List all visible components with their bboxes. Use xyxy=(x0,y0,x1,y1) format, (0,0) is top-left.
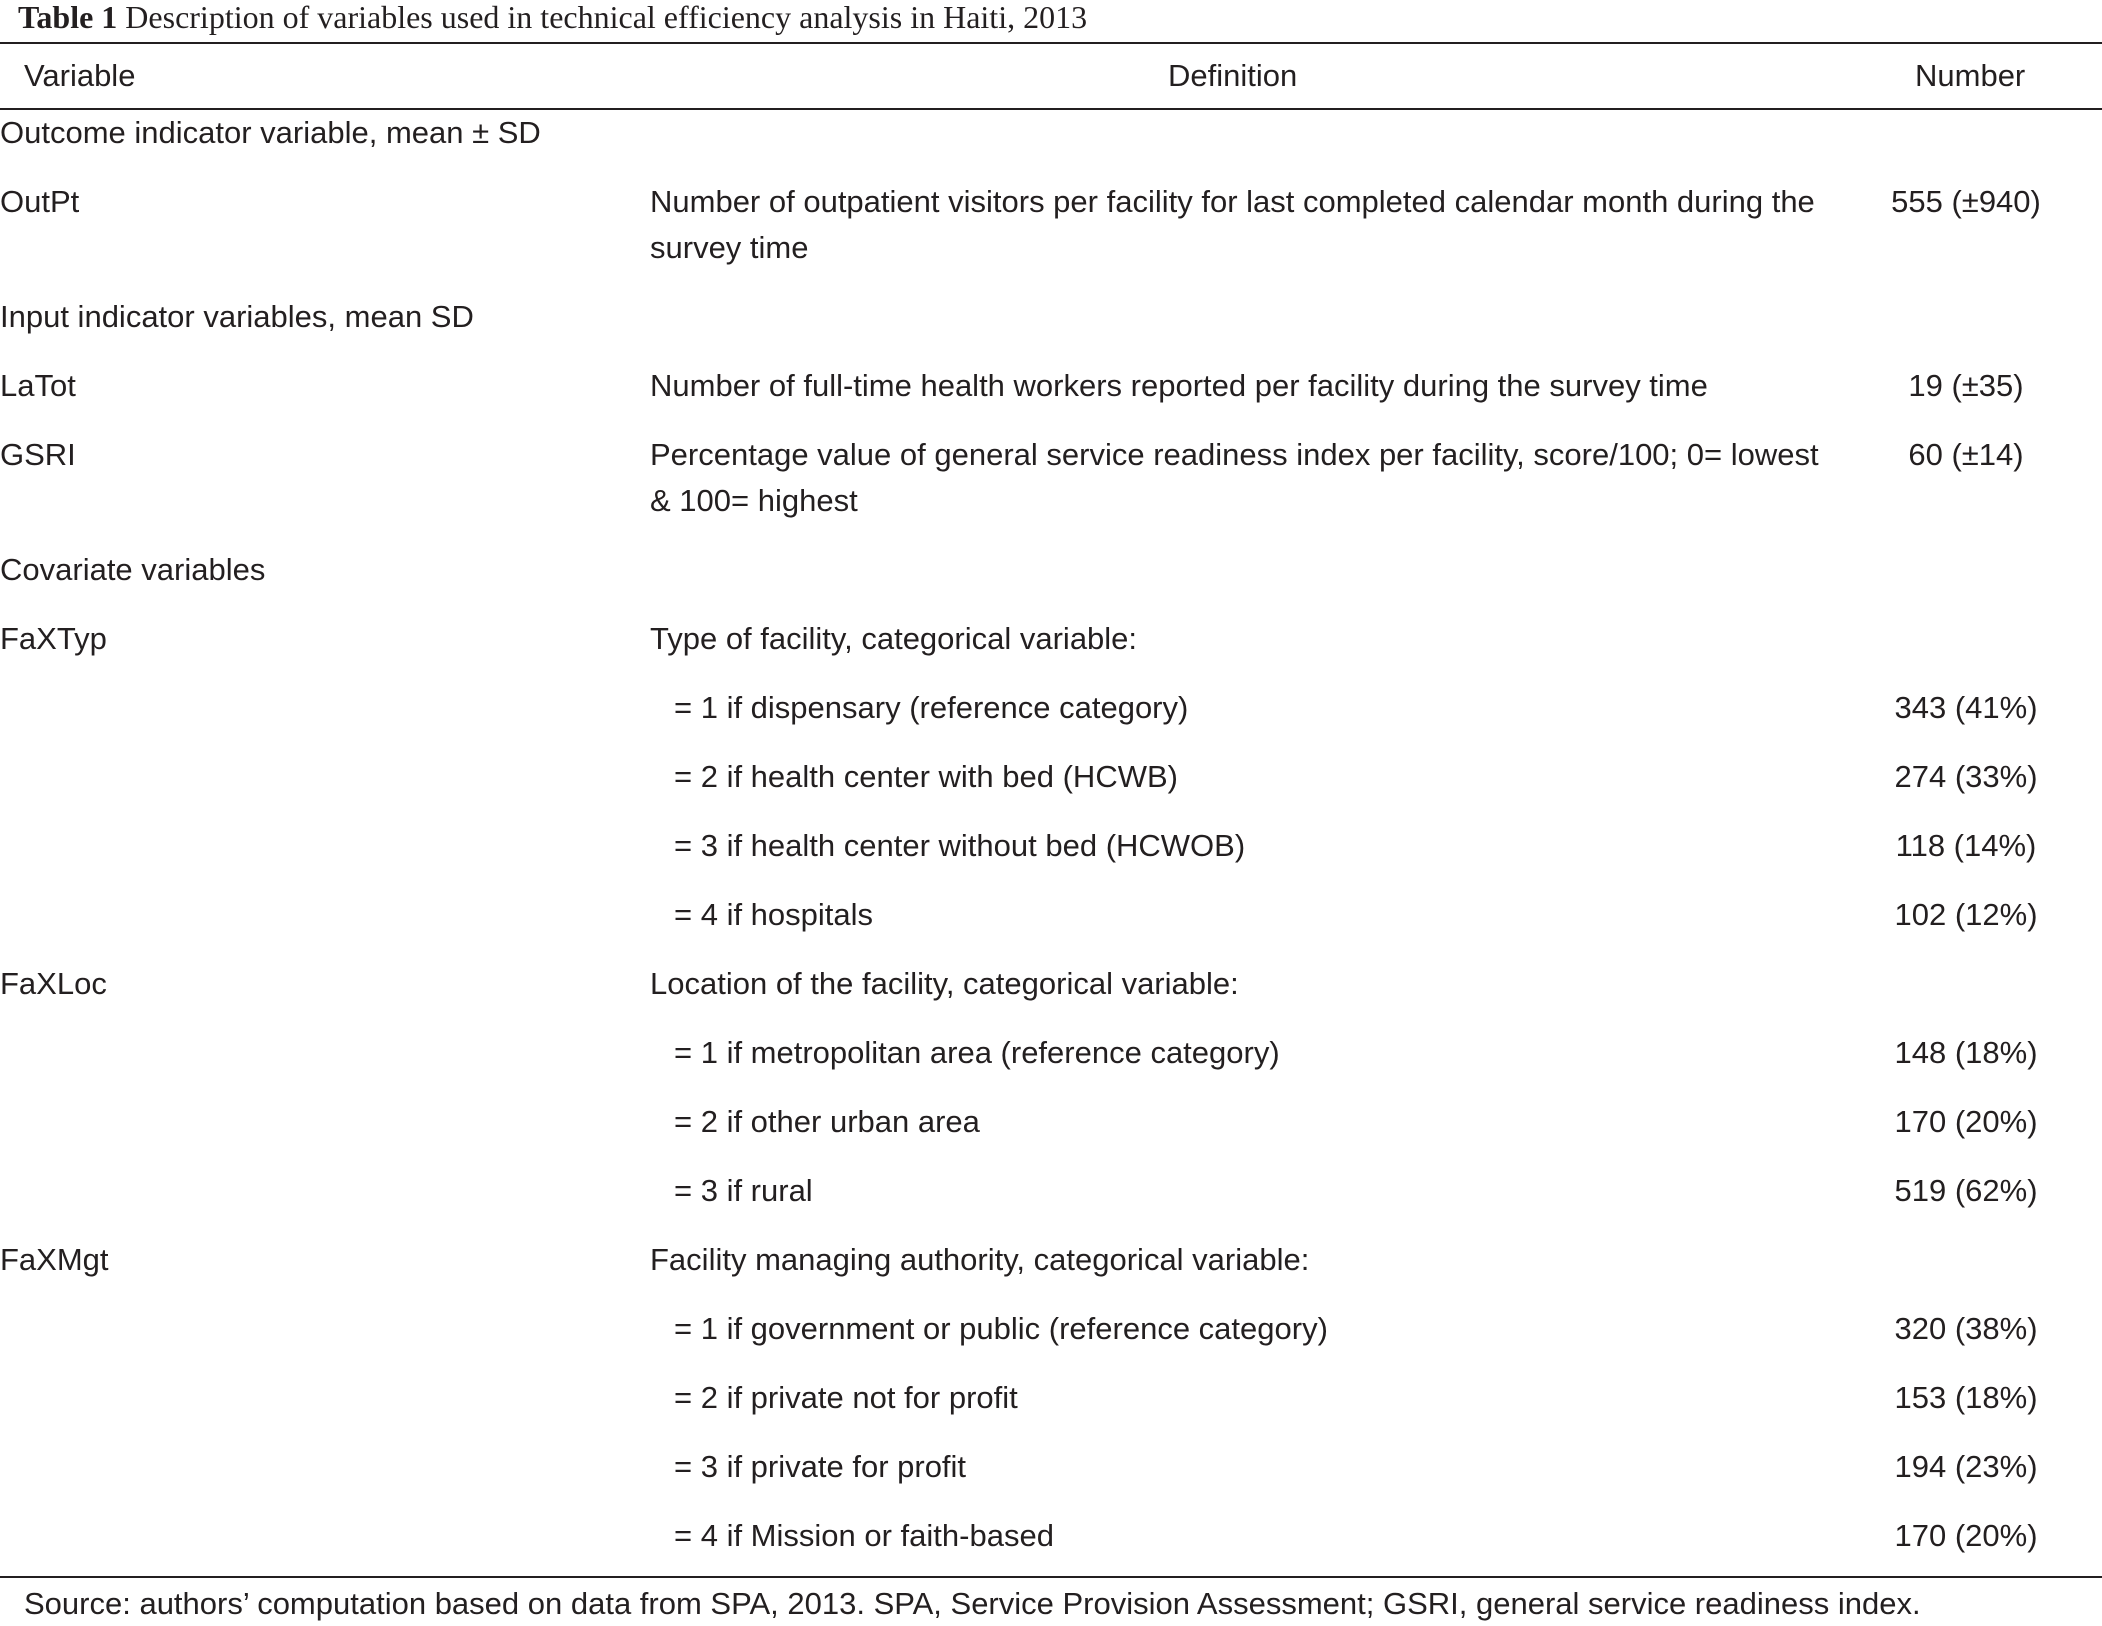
definition-cell: = 2 if other urban area xyxy=(674,1104,980,1139)
variables-table xyxy=(0,110,2102,1582)
definition-cell: = 3 if private for profit xyxy=(674,1449,967,1484)
table-row xyxy=(0,754,2102,823)
table-row xyxy=(0,179,2102,294)
section-label: Covariate variables xyxy=(0,552,266,587)
definition-cell: Facility managing authority, categorical variable: xyxy=(650,1242,1310,1277)
table-row xyxy=(0,823,2102,892)
variable-cell xyxy=(0,1375,650,1444)
definition-cell: Number of outpatient visitors per facility for last completed calendar month during the survey time xyxy=(650,184,1815,265)
variable-cell: FaXTyp xyxy=(0,621,107,656)
definition-cell: Percentage value of general service readiness index per facility, score/100; 0= lowest & 100= highest xyxy=(650,437,1819,518)
variable-cell xyxy=(0,823,650,892)
table-row xyxy=(0,432,2102,547)
definition-cell: = 2 if health center with bed (HCWB) xyxy=(674,759,1178,794)
variable-cell xyxy=(0,1168,650,1237)
table-body xyxy=(0,110,2102,1582)
definition-cell: Type of facility, categorical variable: xyxy=(650,621,1138,656)
top-rule xyxy=(0,42,2102,44)
number-cell: 19 (±35) xyxy=(1908,368,2024,403)
number-cell xyxy=(1830,1237,2102,1306)
header-number: Number xyxy=(1915,58,2026,93)
table-row xyxy=(0,1168,2102,1237)
number-cell: 343 (41%) xyxy=(1894,690,2038,725)
section-label: Input indicator variables, mean SD xyxy=(0,299,474,334)
variable-cell xyxy=(0,892,650,961)
table-caption-text: Description of variables used in technical efficiency analysis in Haiti, 2013 xyxy=(125,0,1088,35)
variable-cell: FaXLoc xyxy=(0,966,107,1001)
number-cell: 148 (18%) xyxy=(1894,1035,2038,1070)
table-row xyxy=(0,1375,2102,1444)
table-row xyxy=(0,294,2102,363)
number-cell: 519 (62%) xyxy=(1894,1173,2038,1208)
table-row xyxy=(0,1237,2102,1306)
table-caption xyxy=(18,0,1087,38)
definition-cell: = 3 if health center without bed (HCWOB) xyxy=(674,828,1246,863)
variable-cell xyxy=(0,685,650,754)
table-row xyxy=(0,110,2102,179)
number-cell: 320 (38%) xyxy=(1894,1311,2038,1346)
table-row xyxy=(0,616,2102,685)
number-cell: 194 (23%) xyxy=(1894,1449,2038,1484)
definition-cell: = 1 if government or public (reference category) xyxy=(674,1311,1328,1346)
header-definition: Definition xyxy=(1168,58,1298,93)
table-caption-label: Table 1 xyxy=(18,0,118,35)
variable-cell xyxy=(0,1444,650,1513)
table-row xyxy=(0,1513,2102,1582)
variable-cell xyxy=(0,1513,650,1582)
table-row xyxy=(0,892,2102,961)
variable-cell: GSRI xyxy=(0,437,76,472)
number-cell: 274 (33%) xyxy=(1894,759,2038,794)
table-row xyxy=(0,1444,2102,1513)
table-row xyxy=(0,363,2102,432)
table-row xyxy=(0,1099,2102,1168)
section-label: Outcome indicator variable, mean ± SD xyxy=(0,115,541,150)
number-cell xyxy=(1830,616,2102,685)
definition-cell: = 2 if private not for profit xyxy=(674,1380,1018,1415)
definition-cell: = 3 if rural xyxy=(674,1173,813,1208)
number-cell: 170 (20%) xyxy=(1894,1104,2038,1139)
variable-cell xyxy=(0,1099,650,1168)
bottom-rule xyxy=(0,1576,2102,1578)
table-row xyxy=(0,1030,2102,1099)
table-row xyxy=(0,961,2102,1030)
definition-cell: = 1 if metropolitan area (reference category) xyxy=(674,1035,1280,1070)
table-row xyxy=(0,1306,2102,1375)
table-row xyxy=(0,547,2102,616)
variable-cell xyxy=(0,1030,650,1099)
number-cell: 118 (14%) xyxy=(1895,828,2037,863)
number-cell: 102 (12%) xyxy=(1894,897,2038,932)
table-footnote: Source: authors’ computation based on data from SPA, 2013. SPA, Service Provision Assessment; GSRI, general service readiness index. xyxy=(24,1586,1921,1621)
variable-cell xyxy=(0,1306,650,1375)
definition-cell: = 4 if hospitals xyxy=(674,897,874,932)
variable-cell: LaTot xyxy=(0,368,76,403)
header-variable: Variable xyxy=(24,58,136,93)
number-cell xyxy=(1830,961,2102,1030)
variable-cell: OutPt xyxy=(0,184,80,219)
variable-cell: FaXMgt xyxy=(0,1242,109,1277)
variable-cell xyxy=(0,754,650,823)
definition-cell: Number of full-time health workers reported per facility during the survey time xyxy=(650,368,1708,403)
definition-cell: = 4 if Mission or faith-based xyxy=(674,1518,1054,1553)
number-cell: 153 (18%) xyxy=(1894,1380,2038,1415)
number-cell: 60 (±14) xyxy=(1908,437,2024,472)
definition-cell: = 1 if dispensary (reference category) xyxy=(674,690,1189,725)
table-row xyxy=(0,685,2102,754)
number-cell: 555 (±940) xyxy=(1891,184,2041,219)
number-cell: 170 (20%) xyxy=(1894,1518,2038,1553)
definition-cell: Location of the facility, categorical variable: xyxy=(650,966,1239,1001)
